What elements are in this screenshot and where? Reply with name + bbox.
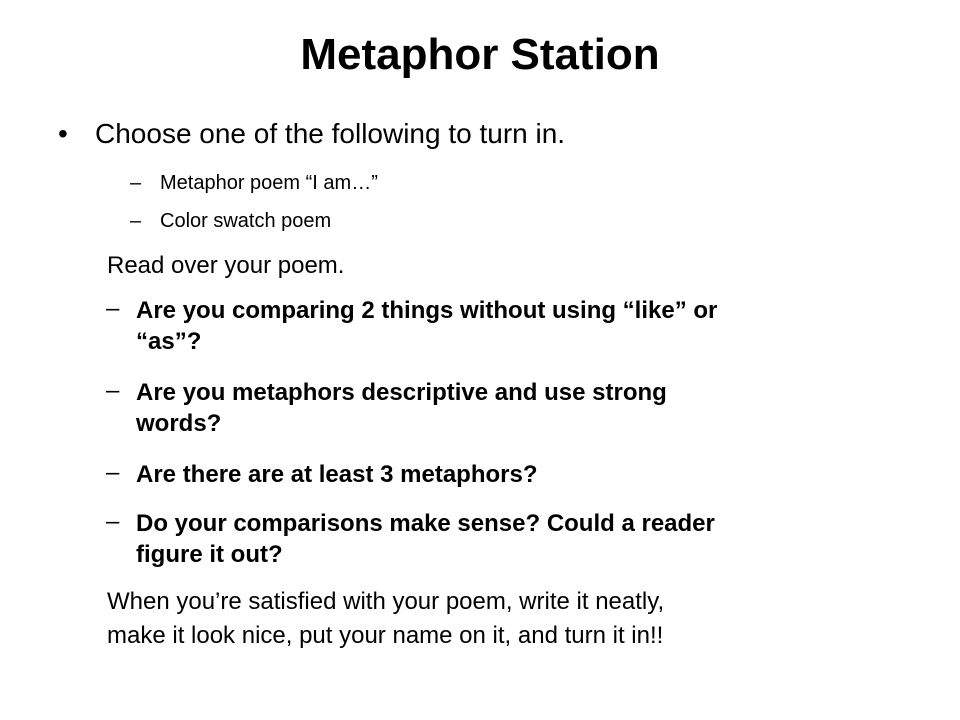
- question-text-line: figure it out?: [136, 541, 283, 568]
- question-text-line: Are you comparing 2 things without using “like” or: [136, 297, 718, 324]
- option-text: Color swatch poem: [160, 210, 332, 232]
- closing-line: make it look nice, put your name on it, and turn it in!!: [107, 622, 664, 649]
- slide-title: Metaphor Station: [300, 30, 660, 79]
- read-over-text: Read over your poem.: [107, 252, 345, 279]
- bullet-icon: •: [58, 118, 68, 149]
- question-text-line: words?: [136, 410, 222, 437]
- dash-icon: –: [106, 508, 120, 535]
- question-text-line: Are there are at least 3 metaphors?: [136, 461, 538, 488]
- dash-icon: –: [106, 377, 120, 404]
- dash-icon: –: [106, 459, 120, 486]
- closing-line: When you’re satisfied with your poem, write it neatly,: [107, 588, 665, 615]
- dash-icon: –: [130, 210, 142, 232]
- dash-icon: –: [106, 295, 120, 322]
- dash-icon: –: [130, 172, 142, 194]
- option-text: Metaphor poem “I am…”: [160, 172, 378, 194]
- question-text-line: Are you metaphors descriptive and use strong: [136, 379, 667, 406]
- question-text-line: Do your comparisons make sense? Could a reader: [136, 510, 715, 537]
- main-bullet-text: Choose one of the following to turn in.: [95, 118, 566, 149]
- question-text-line: “as”?: [136, 328, 202, 355]
